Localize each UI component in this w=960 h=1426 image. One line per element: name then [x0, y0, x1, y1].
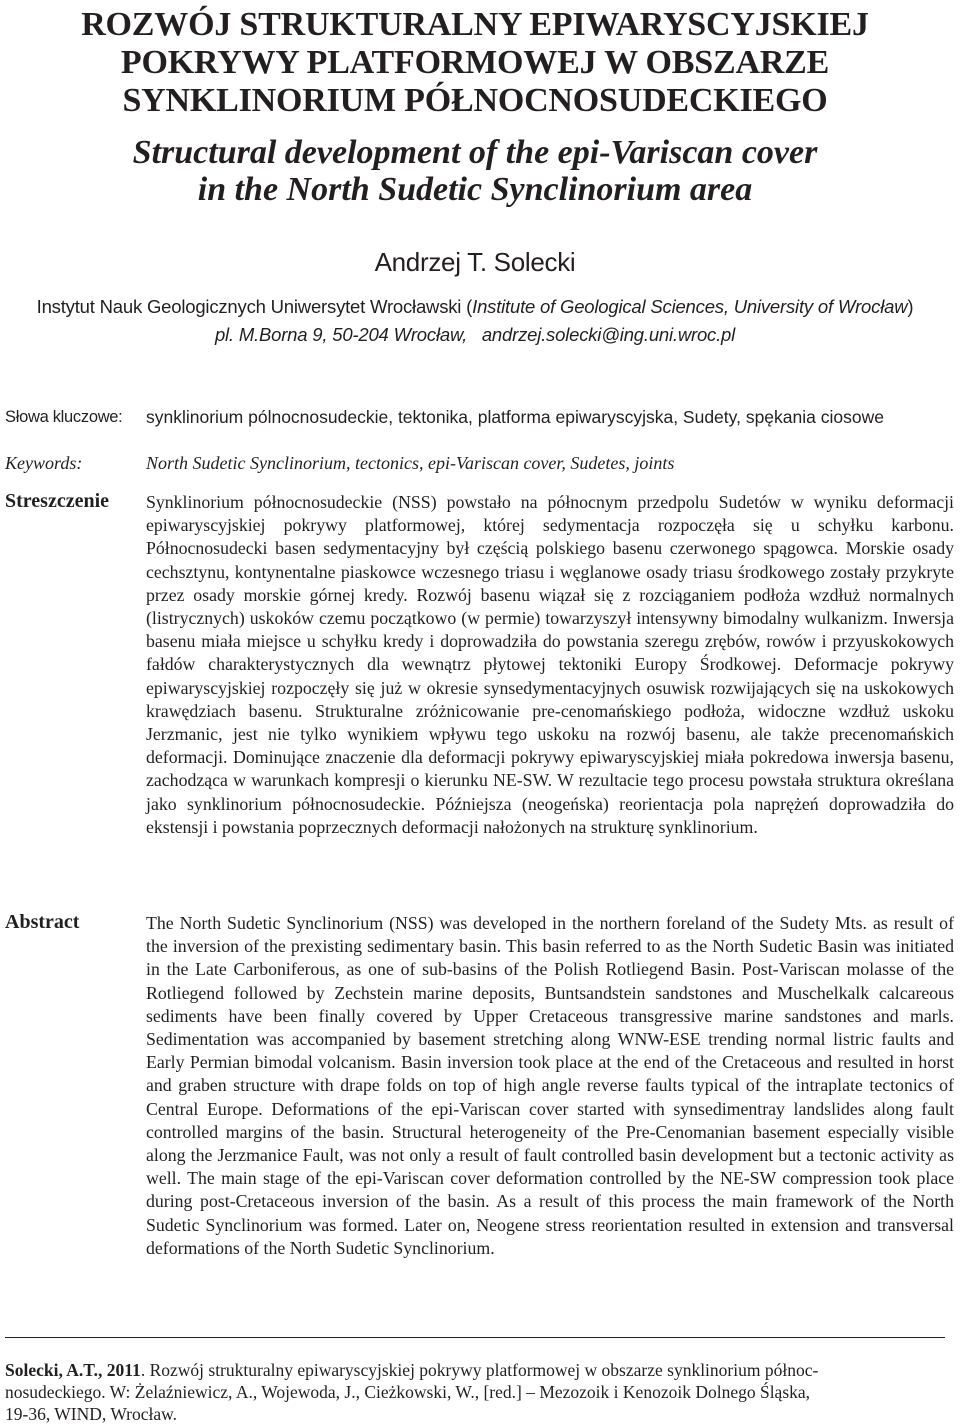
- polish-title-line: POKRYWY PLATFORMOWEJ W OBSZARZE: [120, 44, 830, 81]
- keywords-en-label: Keywords:: [5, 453, 83, 473]
- affiliation-institution-pl: Instytut Nauk Geologicznych Uniwersytet Wrocławski (: [36, 296, 473, 317]
- english-title-line: Structural development of the epi-Variscan cover: [132, 134, 818, 171]
- english-title-line: in the North Sudetic Synclinorium area: [197, 171, 753, 208]
- english-title: [5, 134, 945, 208]
- affiliation-institution-en: Institute of Geological Sciences, University of Wrocław: [472, 296, 908, 317]
- polish-title-line: SYNKLINORIUM PÓŁNOCNOSUDECKIEGO: [122, 82, 828, 119]
- polish-title-line: ROZWÓJ STRUKTURALNY EPIWARYSCYJSKIEJ: [81, 6, 869, 43]
- streszczenie-heading: Streszczenie: [5, 490, 110, 512]
- citation-author-year: Solecki, A.T., 2011: [5, 1360, 141, 1380]
- affiliation-close-paren: ): [907, 296, 914, 317]
- affiliation-line-1: [5, 293, 945, 321]
- citation-divider: [5, 1337, 945, 1338]
- streszczenie-body: Synklinorium północnosudeckie (NSS) powstało na północnym przedpolu Sudetów w wyniku deformacji epiwaryscyjskiej pokrywy platformowej, której sedymentacja rozpoczęła się u schyłku karbonu. Północnosudecki basen sedymentacyjny był częścią polskiego basenu czerwonego spągowca. Morskie osady cechsztynu, kontynentalne piaskowce wczesnego triasu i węglanowe osady triasu środkowego zostały przykryte przez osady morskie górnej kredy. Rozwój basenu wiązał się z rozciąganiem podłoża wzdłuż normalnych (listrycznych) uskoków czemu początkowo (w permie) towarzyszył intensywny bimodalny wulkanizm. Inwersja basenu miała miejsce u schyłku kredy i doprowadziła do powstania szeregu zrębów, rowów i przyuskokowych fałdów charakterystycznych dla wewnątrz płytowej tektoniki Europy Środkowej. Deformacje pokrywy epiwaryscyjskiej rozpoczęły się już w okresie synsedymentacyjnych osuwisk rozwijających się na uskokowych krawędziach basenu. Strukturalne zróżnicowanie pre-cenomańskiego podłoża, widoczne wzdłuż uskoku Jerzmanic, jest nie tylko wynikiem wpływu tego uskoku na rozwój basenu, ale także precenomańskich deformacji. Dominujące znaczenie dla deformacji pokrywy epiwaryscyjskiej miała pokredowa inwersja basenu, zachodząca w warunkach kompresji o kierunku NE-SW. W rezultacie tego procesu powstała struktura określana jako synklinorium północnosudeckie. Późniejsza (neogeńska) reorientacja pola naprężeń doprowadziła do ekstensji i powstania poprzecznych deformacji nałożonych na strukturę synklinorium.: [146, 492, 954, 837]
- keywords-pl-text: synklinorium pólnocnosudeckie, tektonika, platforma epiwaryscyjska, Sudety, spękania ciosowe: [146, 407, 884, 427]
- citation-line-1: [5, 1359, 945, 1381]
- abstract-body: The North Sudetic Synclinorium (NSS) was developed in the northern foreland of the Sudety Mts. as result of the inversion of the prexisting sedimentary basin. This basin referred to as the North Sudetic Basin was initiated in the Late Carboniferous, as one of sub-basins of the Polish Rotliegend Basin. Post-Variscan molasse of the Rotliegend followed by Zechstein marine deposits, Buntsandstein sandstones and Muschelkalk calcareous sediments have been finally covered by Upper Cretaceous transgressive marine sandstones and marls. Sedimentation was accompanied by basement stretching along WNW-ESE trending normal listric faults and Early Permian bimodal volcanism. Basin inversion took place at the end of the Cretaceous and resulted in horst and graben structure with drape folds on top of high angle reverse faults typical of the intraplate tectonics of Central Europe. Deformations of the epi-Variscan cover started with synsedimentray landslides along fault controlled margins of the basin. Structural heterogeneity of the Pre-Cenomanian basement especially visible along the Jerzmanice Fault, was not only a result of fault controlled basin development but a tectonic activity as well. The main stage of the epi-Variscan cover deformation controlled by the NE-SW compression took place during post-Cretaceous inversion of the basin. As a result of this process the main framework of the North Sudetic Synclinorium was formed. Later on, Neogene stress reorientation resulted in extension and transversal deformations of the North Sudetic Synclinorium.: [146, 913, 954, 1258]
- abstract-heading: Abstract: [5, 911, 80, 933]
- keywords-pl-label: Słowa kluczowe:: [5, 408, 123, 426]
- citation-line-2: nosudeckiego. W: Żelaźniewicz, A., Wojewoda, J., Cieżkowski, W., [red.] – Mezozoik i Kenozoik Dolnego Śląska,: [5, 1382, 811, 1402]
- author-name: Andrzej T. Solecki: [374, 247, 576, 277]
- citation-text-1: . Rozwój strukturalny epiwaryscyjskiej pokrywy platformowej w obszarze synklinorium północ-: [140, 1360, 819, 1380]
- polish-title: [5, 6, 945, 120]
- citation-line-3: 19-36, WIND, Wrocław.: [5, 1404, 177, 1424]
- affiliation: [5, 293, 945, 349]
- citation: [5, 1359, 945, 1425]
- affiliation-address: pl. M.Borna 9, 50-204 Wrocław, andrzej.solecki@ing.uni.wroc.pl: [214, 324, 736, 345]
- keywords-en-text: North Sudetic Synclinorium, tectonics, epi-Variscan cover, Sudetes, joints: [146, 453, 675, 473]
